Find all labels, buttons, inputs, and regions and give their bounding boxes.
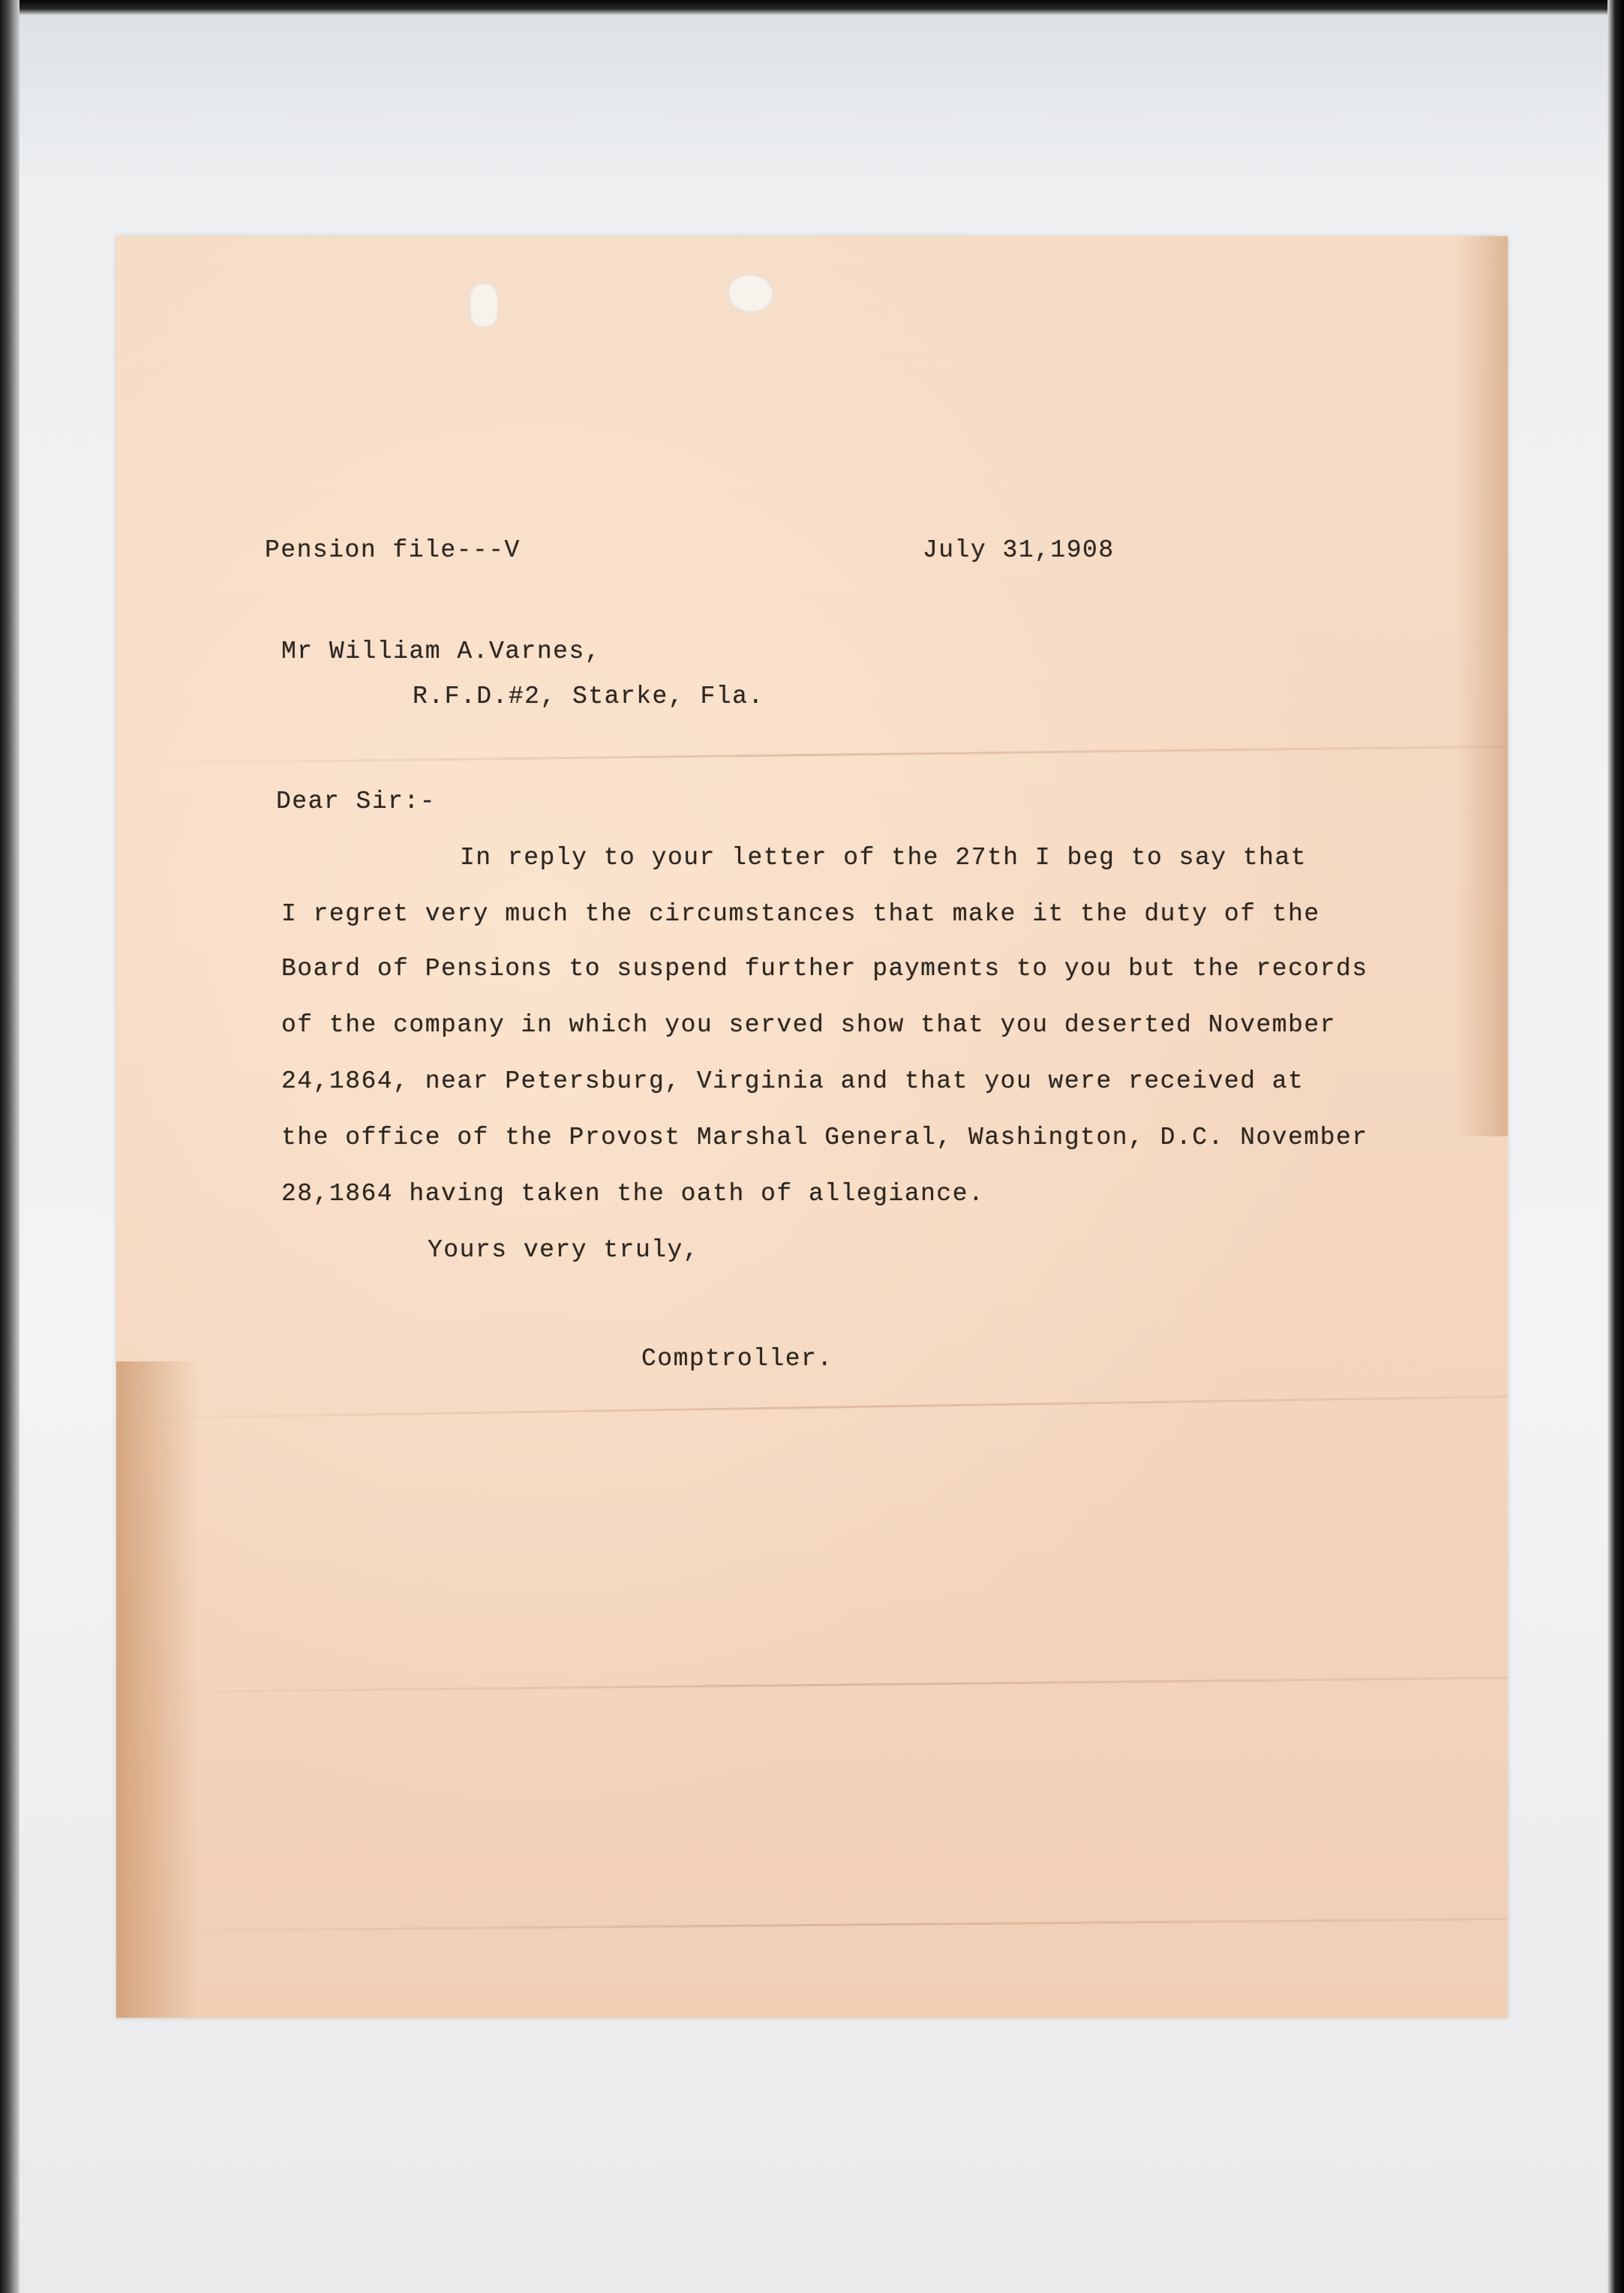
fold-line — [116, 1918, 1508, 1932]
recipient-name: Mr William A.Varnes, — [281, 638, 602, 665]
punch-hole — [728, 274, 774, 313]
letter-sheet — [116, 236, 1508, 2018]
letter-date: July 31,1908 — [923, 536, 1115, 564]
body-line: of the company in which you served show that you deserted November — [281, 1011, 1337, 1039]
edge-stain-left — [116, 1361, 199, 2018]
body-line: 28,1864 having taken the oath of allegiance. — [281, 1180, 985, 1208]
fold-line — [116, 1395, 1508, 1419]
fold-line — [116, 746, 1508, 765]
fold-line — [116, 1676, 1508, 1693]
punch-hole — [469, 283, 499, 328]
scanner-edge-left — [0, 0, 20, 2293]
closing: Yours very truly, — [428, 1236, 700, 1264]
file-reference: Pension file---V — [265, 536, 521, 564]
salutation: Dear Sir:- — [276, 788, 437, 815]
body-line: 24,1864, near Petersburg, Virginia and that you were received at — [281, 1067, 1304, 1095]
scanner-edge-top — [0, 0, 1624, 15]
signature-title: Comptroller. — [641, 1345, 833, 1373]
edge-stain-right — [1455, 236, 1508, 1136]
body-line: Board of Pensions to suspend further payments to you but the records — [281, 955, 1368, 983]
recipient-address: R.F.D.#2, Starke, Fla. — [413, 683, 764, 710]
body-line: In reply to your letter of the 27th I beg to say that — [460, 844, 1307, 872]
scanner-edge-right — [1607, 0, 1624, 2293]
body-line: I regret very much the circumstances that make it the duty of the — [281, 900, 1320, 928]
body-line: the office of the Provost Marshal General, Washington, D.C. November — [281, 1124, 1368, 1151]
